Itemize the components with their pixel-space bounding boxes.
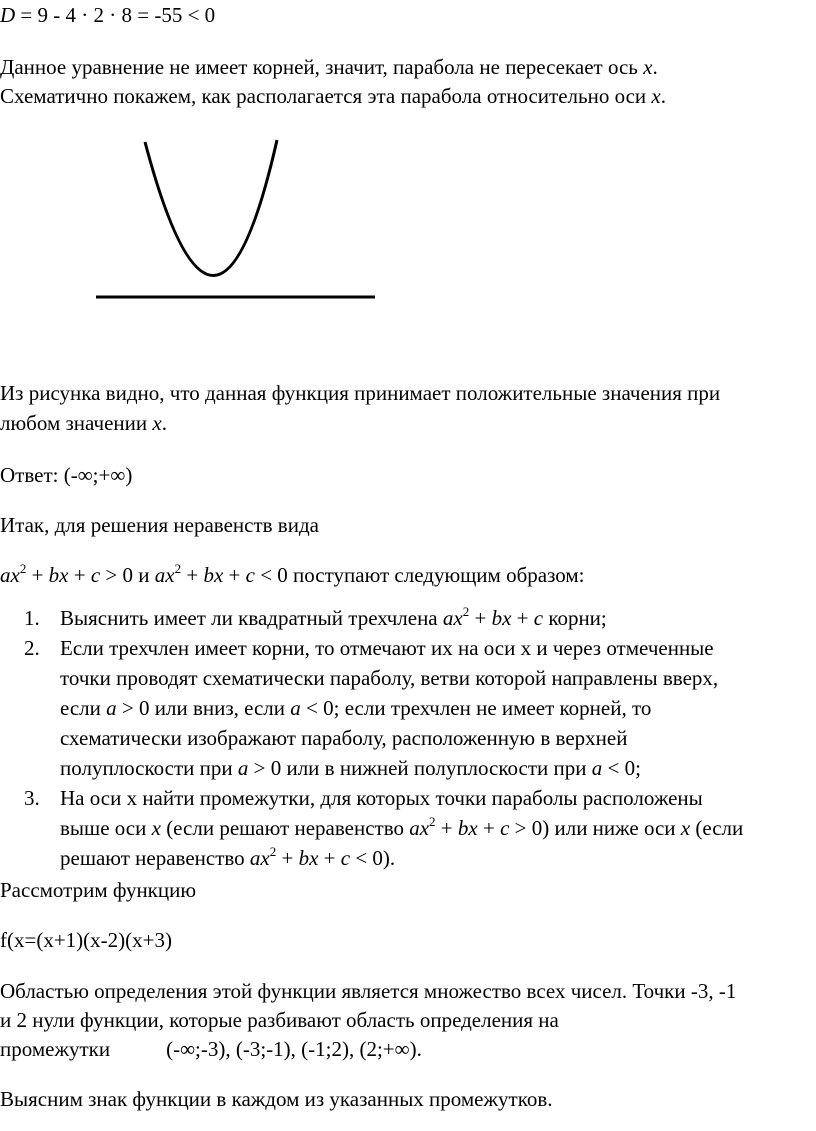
paragraph-conclusion-line2: любом значении x. [0, 411, 167, 435]
domain-line2: и 2 нули функции, которые разбивают область определения на [0, 1008, 559, 1032]
list-number: 1. [24, 606, 40, 630]
inequalities-line: $ax^2$ + bx + c > 0 и $ax^2$ + bx + c < 0 поступают следующим образом: [0, 561, 585, 587]
paragraph-no-roots-line2: Схематично покажем, как располагается эта парабола относительно оси x. [0, 84, 666, 108]
steps-list [0, 603, 743, 873]
list-item: 2. Если трехчлен имеет корни, то отмечают их на оси х и через отмеченные точки проводят схематически параболу, ветви которой направлены вверх, если a > 0 или вниз, если a < 0; если трехчлен не имеет корней, то схематически изображают параболу, расположенную в верхней полуплоскости при a > 0 или в нижней полуплоскости при a < 0; [0, 633, 743, 783]
consider-line: Рассмотрим функцию [0, 878, 197, 902]
intro-line: Итак, для решения неравенств вида [0, 513, 319, 537]
function-line: f(x=(x+1)(x-2)(x+3) [0, 928, 172, 952]
domain-line3: промежутки (-∞;-3), (-3;-1), (-1;2), (2;+∞). [0, 1037, 422, 1061]
list-item: 3. На оси х найти промежутки, для которых точки параболы расположены выше оси x (если решают неравенство $ax^2$ + bx + c > 0) или ниже оси x (если решают неравенство $ax^2$ + bx + c < 0). [0, 783, 743, 873]
list-number: 3. [24, 786, 40, 810]
list-item: 1. Выяснить имеет ли квадратный трехчлена $ax^2$ + bx + c корни; [0, 603, 743, 633]
discriminant-line: D = 9 - 4 · 2 · 8 = -55 < 0 [0, 3, 216, 27]
parabola-curve [145, 140, 277, 276]
paragraph-no-roots-line1: Данное уравнение не имеет корней, значит, парабола не пересекает ось x. [0, 55, 658, 79]
domain-line1: Областью определения этой функции является множество всех чисел. Точки -3, -1 [0, 979, 737, 1003]
list-number: 2. [24, 636, 40, 660]
answer-line: Ответ: (-∞;+∞) [0, 463, 133, 487]
paragraph-conclusion-line1: Из рисунка видно, что данная функция принимает положительные значения при [0, 381, 721, 405]
last-line: Выясним знак функции в каждом из указанных промежутков. [0, 1087, 553, 1111]
